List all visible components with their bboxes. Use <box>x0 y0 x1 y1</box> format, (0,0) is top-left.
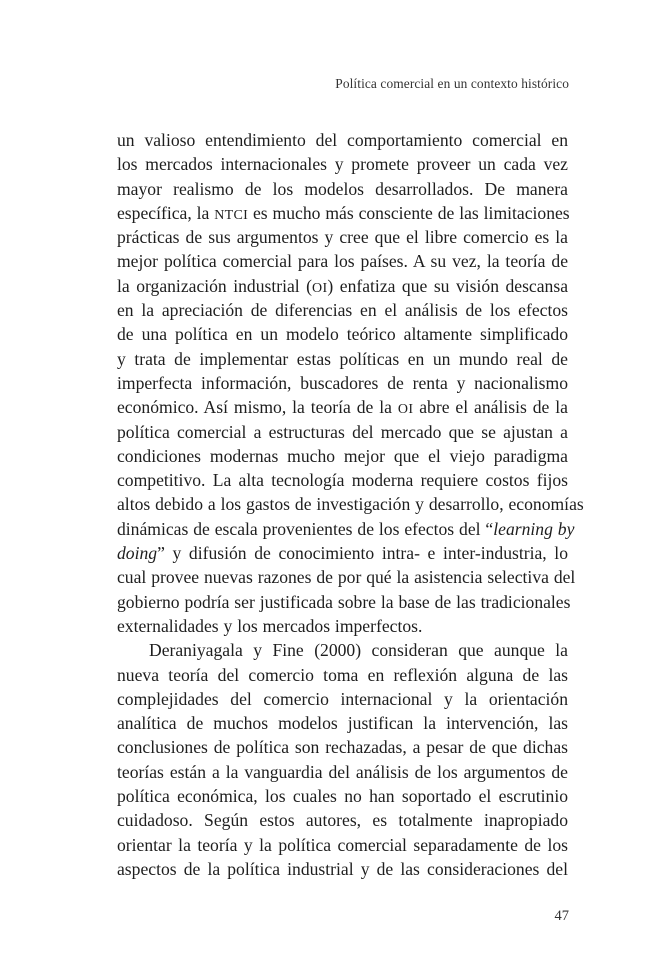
text-line: analítica de muchos modelos justifican la intervención, las <box>117 713 568 734</box>
text-line: económico. Así mismo, la teoría de la OI abre el análisis de la <box>117 397 568 418</box>
text-line: nueva teoría del comercio toma en reflexión alguna de las <box>117 664 568 685</box>
running-header: Política comercial en un contexto histórico <box>335 76 569 91</box>
text-line: específica, la NTCI es mucho más consciente de las limitaciones <box>117 202 570 223</box>
text-line: orientar la teoría y la política comercial separadamente de los <box>117 834 568 855</box>
text-line: Deraniyagala y Fine (2000) consideran que aunque la <box>149 640 568 661</box>
text-line: la organización industrial (OI) enfatiza que su visión descansa <box>117 275 569 296</box>
page-number: 47 <box>554 908 569 924</box>
text-line: política económica, los cuales no han soportado el escrutinio <box>117 786 568 807</box>
text-line: y trata de implementar estas políticas en un mundo real de <box>117 348 568 369</box>
text-line: mejor política comercial para los países. A su vez, la teoría de <box>117 251 568 272</box>
text-line: dinámicas de escala provenientes de los efectos del “learning by <box>117 518 575 539</box>
text-line: externalidades y los mercados imperfectos. <box>117 615 423 636</box>
text-line: un valioso entendimiento del comportamiento comercial en <box>117 130 568 150</box>
text-line: teorías están a la vanguardia del análisis de los argumentos de <box>117 761 568 782</box>
text-line: doing” y difusión de conocimiento intra- e inter-industria, lo <box>117 543 568 564</box>
text-line: conclusiones de política son rechazadas, a pesar de que dichas <box>117 737 568 758</box>
text-line: competitivo. La alta tecnología moderna requiere costos fijos <box>117 470 568 491</box>
text-line: de una política en un modelo teórico altamente simplificado <box>117 324 568 345</box>
text-line: imperfecta información, buscadores de renta y nacionalismo <box>117 372 568 393</box>
text-line: en la apreciación de diferencias en el análisis de los efectos <box>117 300 568 321</box>
text-line: aspectos de la política industrial y de las consideraciones del <box>117 858 568 879</box>
text-line: los mercados internacionales y promete proveer un cada vez <box>117 154 568 175</box>
text-line: gobierno podría ser justificada sobre la base de las tradicionales <box>117 591 571 612</box>
text-line: cuidadoso. Según estos autores, es totalmente inapropiado <box>117 810 568 831</box>
text-line: cual provee nuevas razones de por qué la asistencia selectiva del <box>117 567 576 588</box>
text-line: prácticas de sus argumentos y cree que el libre comercio es la <box>117 227 568 248</box>
text-line: mayor realismo de los modelos desarrollados. De manera <box>117 178 568 199</box>
text-line: condiciones modernas mucho mejor que el viejo paradigma <box>117 445 568 466</box>
body-text <box>117 128 584 881</box>
text-line: complejidades del comercio internacional y la orientación <box>117 688 568 709</box>
text-line: política comercial a estructuras del mercado que se ajustan a <box>117 421 568 442</box>
text-line: altos debido a los gastos de investigación y desarrollo, economías <box>117 494 584 515</box>
